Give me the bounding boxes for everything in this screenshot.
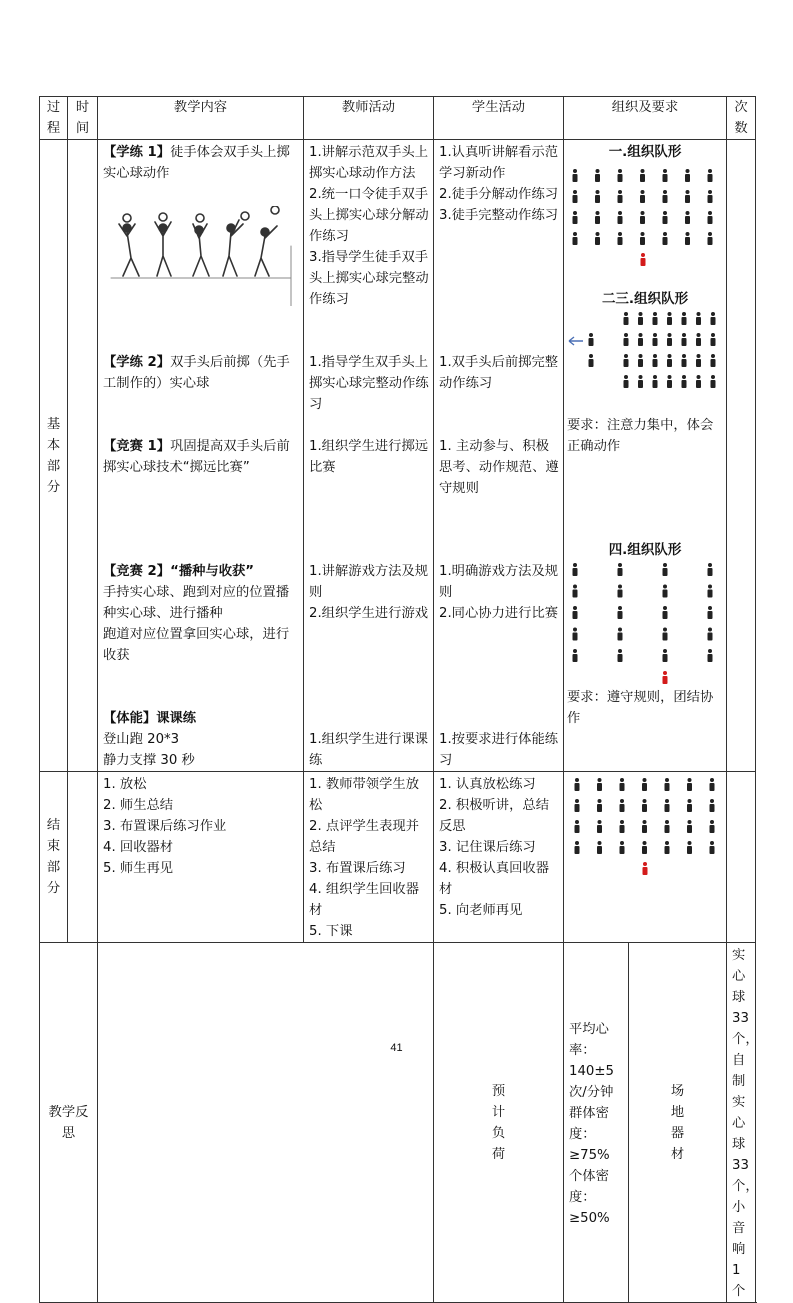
- student-figure-icon: [589, 354, 594, 367]
- student-figure-icon: [682, 354, 687, 367]
- content-section-1: 【学练 1】徒手体会双手头上掷实心球动作: [103, 142, 300, 352]
- student-figure-icon: [638, 333, 643, 346]
- student-figure-icon: [575, 820, 580, 833]
- student-figure-icon: [653, 375, 658, 388]
- student-figure-icon: [653, 312, 658, 325]
- student-section-2: 1.双手头后前掷完整动作练习: [439, 355, 559, 391]
- student-figure-icon: [708, 211, 713, 224]
- teacher-section-1: 1.讲解示范双手头上掷实心球动作方法 2.统一口令徒手双手头上掷实心球分解动作练习 3.指导学生徒手双手头上掷实心球完整动作练习: [309, 145, 429, 307]
- student-figure-icon: [573, 211, 578, 224]
- basic-time-cell: [68, 140, 98, 772]
- student-figure-icon: [663, 169, 668, 182]
- basic-organization-cell: [564, 140, 727, 772]
- student-figure-icon: [597, 820, 602, 833]
- student-section-1: 1.认真听讲解看示范学习新动作 2.徒手分解动作练习 3.徒手完整动作练习: [439, 145, 559, 223]
- student-figure-icon: [618, 628, 623, 641]
- teacher-section-2: 1.指导学生双手头上掷实心球完整动作练习: [309, 355, 429, 412]
- ending-teacher-cell: 1. 教师带领学生放松 2. 点评学生表现并总结 3. 布置课后练习 4. 组织学生回收器材 5. 下课: [304, 772, 434, 943]
- student-figure-icon: [595, 211, 600, 224]
- teacher-figure-icon: [663, 671, 668, 684]
- student-figure-icon: [618, 585, 623, 598]
- student-figure-icon: [667, 375, 672, 388]
- student-figure-icon: [575, 841, 580, 854]
- header-count: 次数: [727, 97, 756, 140]
- student-figure-icon: [575, 778, 580, 791]
- ending-organization-cell: [564, 772, 727, 943]
- ending-time-cell: [68, 772, 98, 943]
- teacher-figure-icon: [643, 862, 648, 875]
- content-section-4: 【竞赛 2】“播种与收获” 手持实心球、跑到对应的位置播种实心球、进行播种 跑道对应位置拿回实心球，进行收获: [103, 564, 290, 663]
- student-figure-icon: [642, 799, 647, 812]
- student-figure-icon: [624, 333, 629, 346]
- basic-part-label: 基本部分: [40, 140, 68, 772]
- equipment-label: 场地器材: [629, 943, 727, 1303]
- student-figure-icon: [663, 211, 668, 224]
- load-label: 预计负荷: [434, 943, 564, 1303]
- student-figure-icon: [682, 312, 687, 325]
- student-figure-icon: [708, 232, 713, 245]
- formation-grid-1: [567, 163, 725, 283]
- org-section-5: 要求：遵守规则，团结协作: [567, 690, 714, 726]
- student-figure-icon: [573, 649, 578, 662]
- student-figure-icon: [624, 312, 629, 325]
- student-figure-icon: [618, 232, 623, 245]
- student-figure-icon: [618, 190, 623, 203]
- student-figure-icon: [620, 841, 625, 854]
- ending-count-cell: [727, 772, 756, 943]
- student-figure-icon: [708, 606, 713, 619]
- student-figure-icon: [573, 585, 578, 598]
- load-values-cell: 平均心率：140±5次/分钟 群体密度：≥75% 个体密度：≥50%: [564, 943, 629, 1303]
- student-figure-icon: [696, 375, 701, 388]
- student-figure-icon: [573, 606, 578, 619]
- student-figure-icon: [573, 563, 578, 576]
- student-figure-icon: [710, 799, 715, 812]
- student-figure-icon: [663, 628, 668, 641]
- student-figure-icon: [687, 799, 692, 812]
- header-process: 过程: [40, 97, 68, 140]
- student-figure-icon: [711, 312, 716, 325]
- student-figure-icon: [708, 169, 713, 182]
- student-section-5: 1.按要求进行体能练习: [439, 732, 559, 768]
- student-figure-icon: [573, 232, 578, 245]
- student-figure-icon: [595, 169, 600, 182]
- student-figure-icon: [682, 375, 687, 388]
- student-figure-icon: [638, 354, 643, 367]
- student-figure-icon: [575, 799, 580, 812]
- student-figure-icon: [708, 649, 713, 662]
- student-figure-icon: [682, 333, 687, 346]
- student-figure-icon: [573, 628, 578, 641]
- student-figure-icon: [696, 354, 701, 367]
- student-figure-icon: [653, 333, 658, 346]
- student-figure-icon: [595, 190, 600, 203]
- student-figure-icon: [667, 333, 672, 346]
- student-figure-icon: [663, 649, 668, 662]
- header-row: [40, 97, 756, 140]
- student-figure-icon: [620, 778, 625, 791]
- throw-sequence-figure: [105, 206, 295, 306]
- student-figure-icon: [597, 799, 602, 812]
- student-figure-icon: [624, 375, 629, 388]
- student-figure-icon: [685, 169, 690, 182]
- student-figure-icon: [618, 211, 623, 224]
- student-figure-icon: [687, 778, 692, 791]
- formation-grid-ending: [569, 776, 727, 876]
- student-figure-icon: [665, 841, 670, 854]
- ending-part-label: 结束部分: [40, 772, 68, 943]
- org-section-1: 一.组织队形: [567, 142, 723, 289]
- student-figure-icon: [710, 820, 715, 833]
- student-figure-icon: [711, 354, 716, 367]
- student-figure-icon: [618, 649, 623, 662]
- student-section-4: 1.明确游戏方法及规则 2.同心协力进行比赛: [439, 564, 559, 621]
- student-figure-icon: [640, 190, 645, 203]
- org-section-4: 四.组织队形: [567, 540, 723, 687]
- basic-part-row: [40, 140, 756, 772]
- org-section-3: 要求：注意力集中，体会正确动作: [567, 418, 714, 454]
- student-figure-icon: [597, 841, 602, 854]
- teacher-section-4: 1.讲解游戏方法及规则 2.组织学生进行游戏: [309, 564, 429, 621]
- teacher-section-5: 1.组织学生进行课课练: [309, 732, 429, 768]
- student-figure-icon: [665, 820, 670, 833]
- student-figure-icon: [624, 354, 629, 367]
- student-figure-icon: [663, 232, 668, 245]
- basic-count-cell: [727, 140, 756, 772]
- student-figure-icon: [685, 211, 690, 224]
- student-figure-icon: [640, 169, 645, 182]
- header-time: 时间: [68, 97, 98, 140]
- student-figure-icon: [642, 820, 647, 833]
- student-figure-icon: [620, 820, 625, 833]
- student-figure-icon: [597, 778, 602, 791]
- student-figure-icon: [696, 312, 701, 325]
- student-figure-icon: [638, 312, 643, 325]
- student-figure-icon: [687, 820, 692, 833]
- student-figure-icon: [708, 563, 713, 576]
- student-figure-icon: [708, 585, 713, 598]
- student-figure-icon: [663, 606, 668, 619]
- student-figure-icon: [642, 841, 647, 854]
- formation-grid-4: [567, 561, 725, 687]
- basic-content-cell: [98, 140, 304, 772]
- student-figure-icon: [708, 190, 713, 203]
- student-figure-icon: [711, 333, 716, 346]
- ending-part-row: [40, 772, 756, 943]
- reflection-row: [40, 943, 756, 1303]
- student-figure-icon: [663, 563, 668, 576]
- student-figure-icon: [618, 563, 623, 576]
- header-teacher: 教师活动: [304, 97, 434, 140]
- basic-teacher-cell: [304, 140, 434, 772]
- student-figure-icon: [618, 606, 623, 619]
- student-figure-icon: [640, 232, 645, 245]
- student-figure-icon: [589, 333, 594, 346]
- student-figure-icon: [710, 778, 715, 791]
- student-figure-icon: [696, 333, 701, 346]
- content-section-3: 【竞赛 1】巩固提高双手头后前掷实心球技术“掷远比赛”: [103, 439, 290, 475]
- student-figure-icon: [665, 778, 670, 791]
- ending-student-cell: 1. 认真放松练习 2. 积极听讲，总结反思 3. 记住课后练习 4. 积极认真回收器材 5. 向老师再见: [434, 772, 564, 943]
- content-section-2: 【学练 2】双手头后前掷（先手工制作的）实心球: [103, 355, 290, 391]
- student-figure-icon: [640, 211, 645, 224]
- student-figure-icon: [618, 169, 623, 182]
- formation-grid-2: [567, 310, 725, 410]
- student-figure-icon: [710, 841, 715, 854]
- basic-student-cell: [434, 140, 564, 772]
- student-figure-icon: [642, 778, 647, 791]
- student-figure-icon: [663, 585, 668, 598]
- header-organization: 组织及要求: [564, 97, 727, 140]
- student-figure-icon: [685, 232, 690, 245]
- student-figure-icon: [638, 375, 643, 388]
- header-student: 学生活动: [434, 97, 564, 140]
- student-figure-icon: [573, 169, 578, 182]
- teacher-figure-icon: [641, 253, 646, 266]
- student-figure-icon: [663, 190, 668, 203]
- reflection-label: 教学反思: [40, 943, 98, 1303]
- student-figure-icon: [685, 190, 690, 203]
- reflection-content-cell: [98, 943, 434, 1303]
- student-figure-icon: [620, 799, 625, 812]
- page-number: 41: [390, 1042, 403, 1054]
- student-figure-icon: [667, 312, 672, 325]
- student-figure-icon: [665, 799, 670, 812]
- org-section-2: 二三.组织队形: [567, 289, 723, 415]
- student-figure-icon: [708, 628, 713, 641]
- student-section-3: 1. 主动参与、积极思考、动作规范、遵守规则: [439, 439, 559, 496]
- content-section-5: 【体能】课课练 登山跑 20*3 静力支撑 30 秒: [103, 711, 197, 768]
- equipment-cell: 实心球 33 个，自制实心球 33 个，小音响 1 个: [727, 943, 756, 1303]
- student-figure-icon: [711, 375, 716, 388]
- student-figure-icon: [573, 190, 578, 203]
- teacher-section-3: 1.组织学生进行掷远比赛: [309, 439, 429, 475]
- student-figure-icon: [687, 841, 692, 854]
- student-figure-icon: [595, 232, 600, 245]
- header-content: 教学内容: [98, 97, 304, 140]
- ending-content-cell: 1. 放松 2. 师生总结 3. 布置课后练习作业 4. 回收器材 5. 师生再见: [98, 772, 304, 943]
- student-figure-icon: [653, 354, 658, 367]
- direction-arrow-icon: [569, 337, 583, 345]
- student-figure-icon: [667, 354, 672, 367]
